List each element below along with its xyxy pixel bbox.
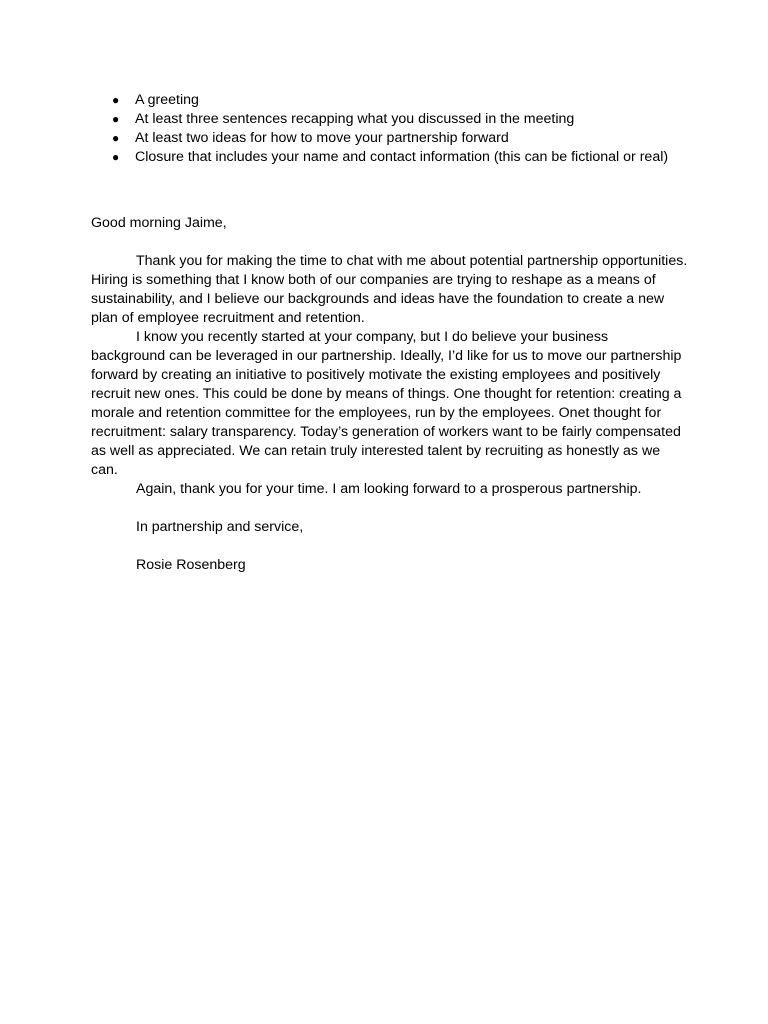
list-item [91, 129, 691, 148]
requirements-list [91, 91, 691, 167]
bullet-icon: ● [112, 93, 120, 107]
requirement-text: At least two ideas for how to move your partnership forward [135, 130, 509, 146]
list-item [91, 110, 691, 129]
letter-paragraph: Again, thank you for your time. I am looking forward to a prosperous partnership. [136, 481, 642, 497]
document-content [91, 91, 691, 575]
bullet-icon: ● [112, 150, 120, 164]
requirement-text: A greeting [135, 92, 199, 108]
bullet-icon: ● [112, 112, 120, 126]
letter-greeting: Good morning Jaime, [91, 215, 227, 231]
list-item [91, 148, 691, 167]
requirement-text: Closure that includes your name and contact information (this can be fictional or real) [135, 149, 669, 165]
list-item [91, 91, 691, 110]
requirement-text: At least three sentences recapping what you discussed in the meeting [135, 111, 575, 127]
letter-closing: In partnership and service, [136, 519, 304, 535]
letter-paragraph: Thank you for making the time to chat with me about potential partnership opportunities. Hiring is something that I know both of our companies are trying to reshape as a means of sustainability, and I believe our backgrounds and ideas have the foundation to create a new plan of employee recruitment and retention. [91, 253, 688, 326]
letter-signature: Rosie Rosenberg [136, 557, 246, 573]
bullet-icon: ● [112, 131, 120, 145]
letter-paragraph: I know you recently started at your company, but I do believe your business background can be leveraged in our partnership. Ideally, I’d like for us to move our partnership forward by creating an initiative to positively motivate the existing employees and positively recruit new ones. This could be done by means of things. One thought for retention: creating a morale and retention committee for the employees, run by the employees. Onet thought for recruitment: salary transparency. Today’s generation of workers want to be fairly compensated as well as appreciated. We can retain truly interested talent by recruiting as honestly as we can. [91, 329, 682, 478]
